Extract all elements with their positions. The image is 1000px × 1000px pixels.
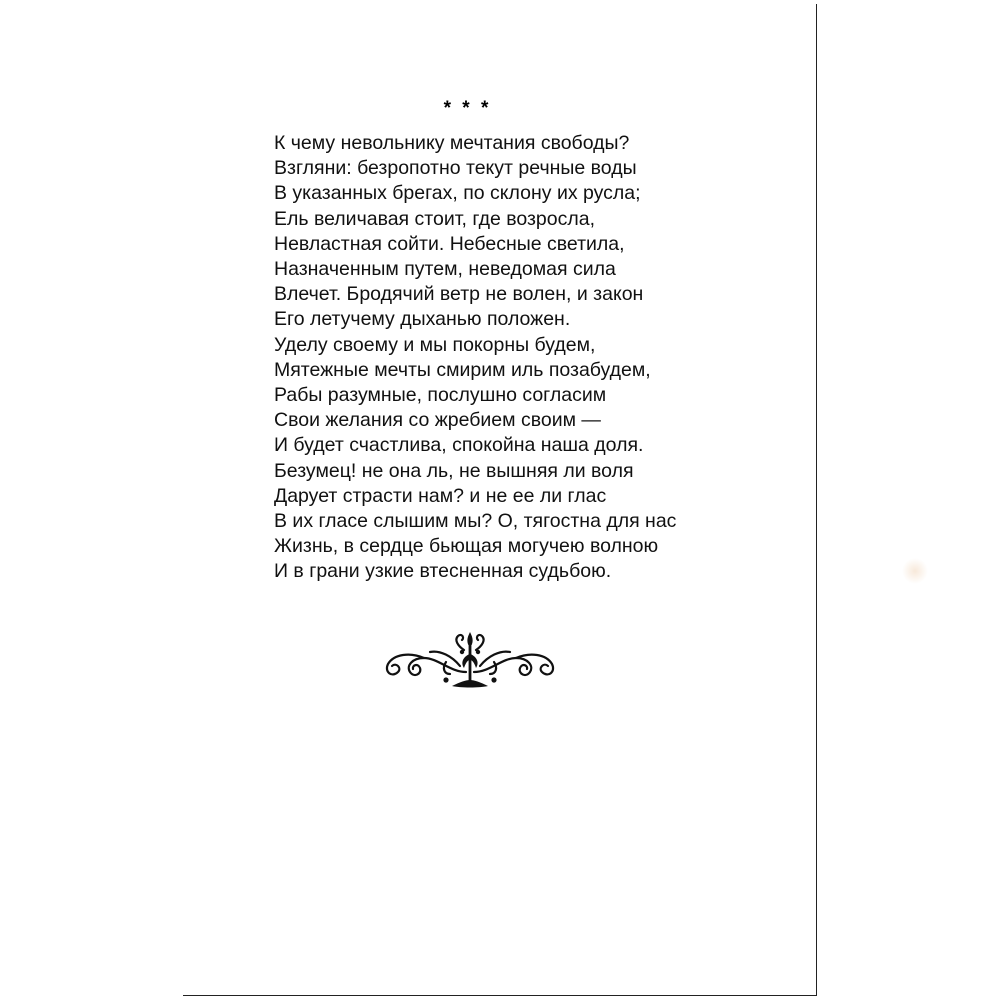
poem-line: Назначенным путем, неведомая сила xyxy=(274,258,616,281)
poem-line: Взгляни: безропотно текут речные воды xyxy=(274,157,637,180)
poem-line: Свои желания со жребием своим — xyxy=(274,409,601,432)
poem-line: Уделу своему и мы покорны будем, xyxy=(274,333,596,356)
section-marker: * * * xyxy=(443,98,492,119)
poem-line: И будет счастлива, спокойна наша доля. xyxy=(274,434,644,457)
page-edge-bottom xyxy=(183,995,817,996)
poem-line: Мятежные мечты смирим иль позабудем, xyxy=(274,358,651,381)
poem-line: Жизнь, в сердце бьющая могучею волною xyxy=(274,535,659,558)
poem-line: В указанных брегах, по склону их русла; xyxy=(274,182,641,205)
page-edge-right xyxy=(816,4,817,996)
poem xyxy=(274,131,744,585)
poem-line: Его летучему дыханью положен. xyxy=(274,308,571,331)
poem-line: Дарует страсти нам? и не ее ли глас xyxy=(274,484,607,507)
poem-line: В их гласе слышим мы? О, тягостна для нас xyxy=(274,510,677,533)
paper-smudge xyxy=(902,558,928,584)
poem-line: И в грани узкие втесненная судьбою. xyxy=(274,560,612,583)
poem-line: Рабы разумные, послушно согласим xyxy=(274,384,607,407)
poem-line: Влечет. Бродячий ветр не волен, и закон xyxy=(274,283,644,306)
poem-line: Ель величавая стоит, где возросла, xyxy=(274,207,596,230)
poem-line: Невластная сойти. Небесные светила, xyxy=(274,232,625,255)
poem-line: К чему невольнику мечтания свободы? xyxy=(274,132,630,154)
scroll-flourish-ornament-icon xyxy=(380,628,560,692)
poem-line: Безумец! не она ль, не вышняя ли воля xyxy=(274,459,634,482)
